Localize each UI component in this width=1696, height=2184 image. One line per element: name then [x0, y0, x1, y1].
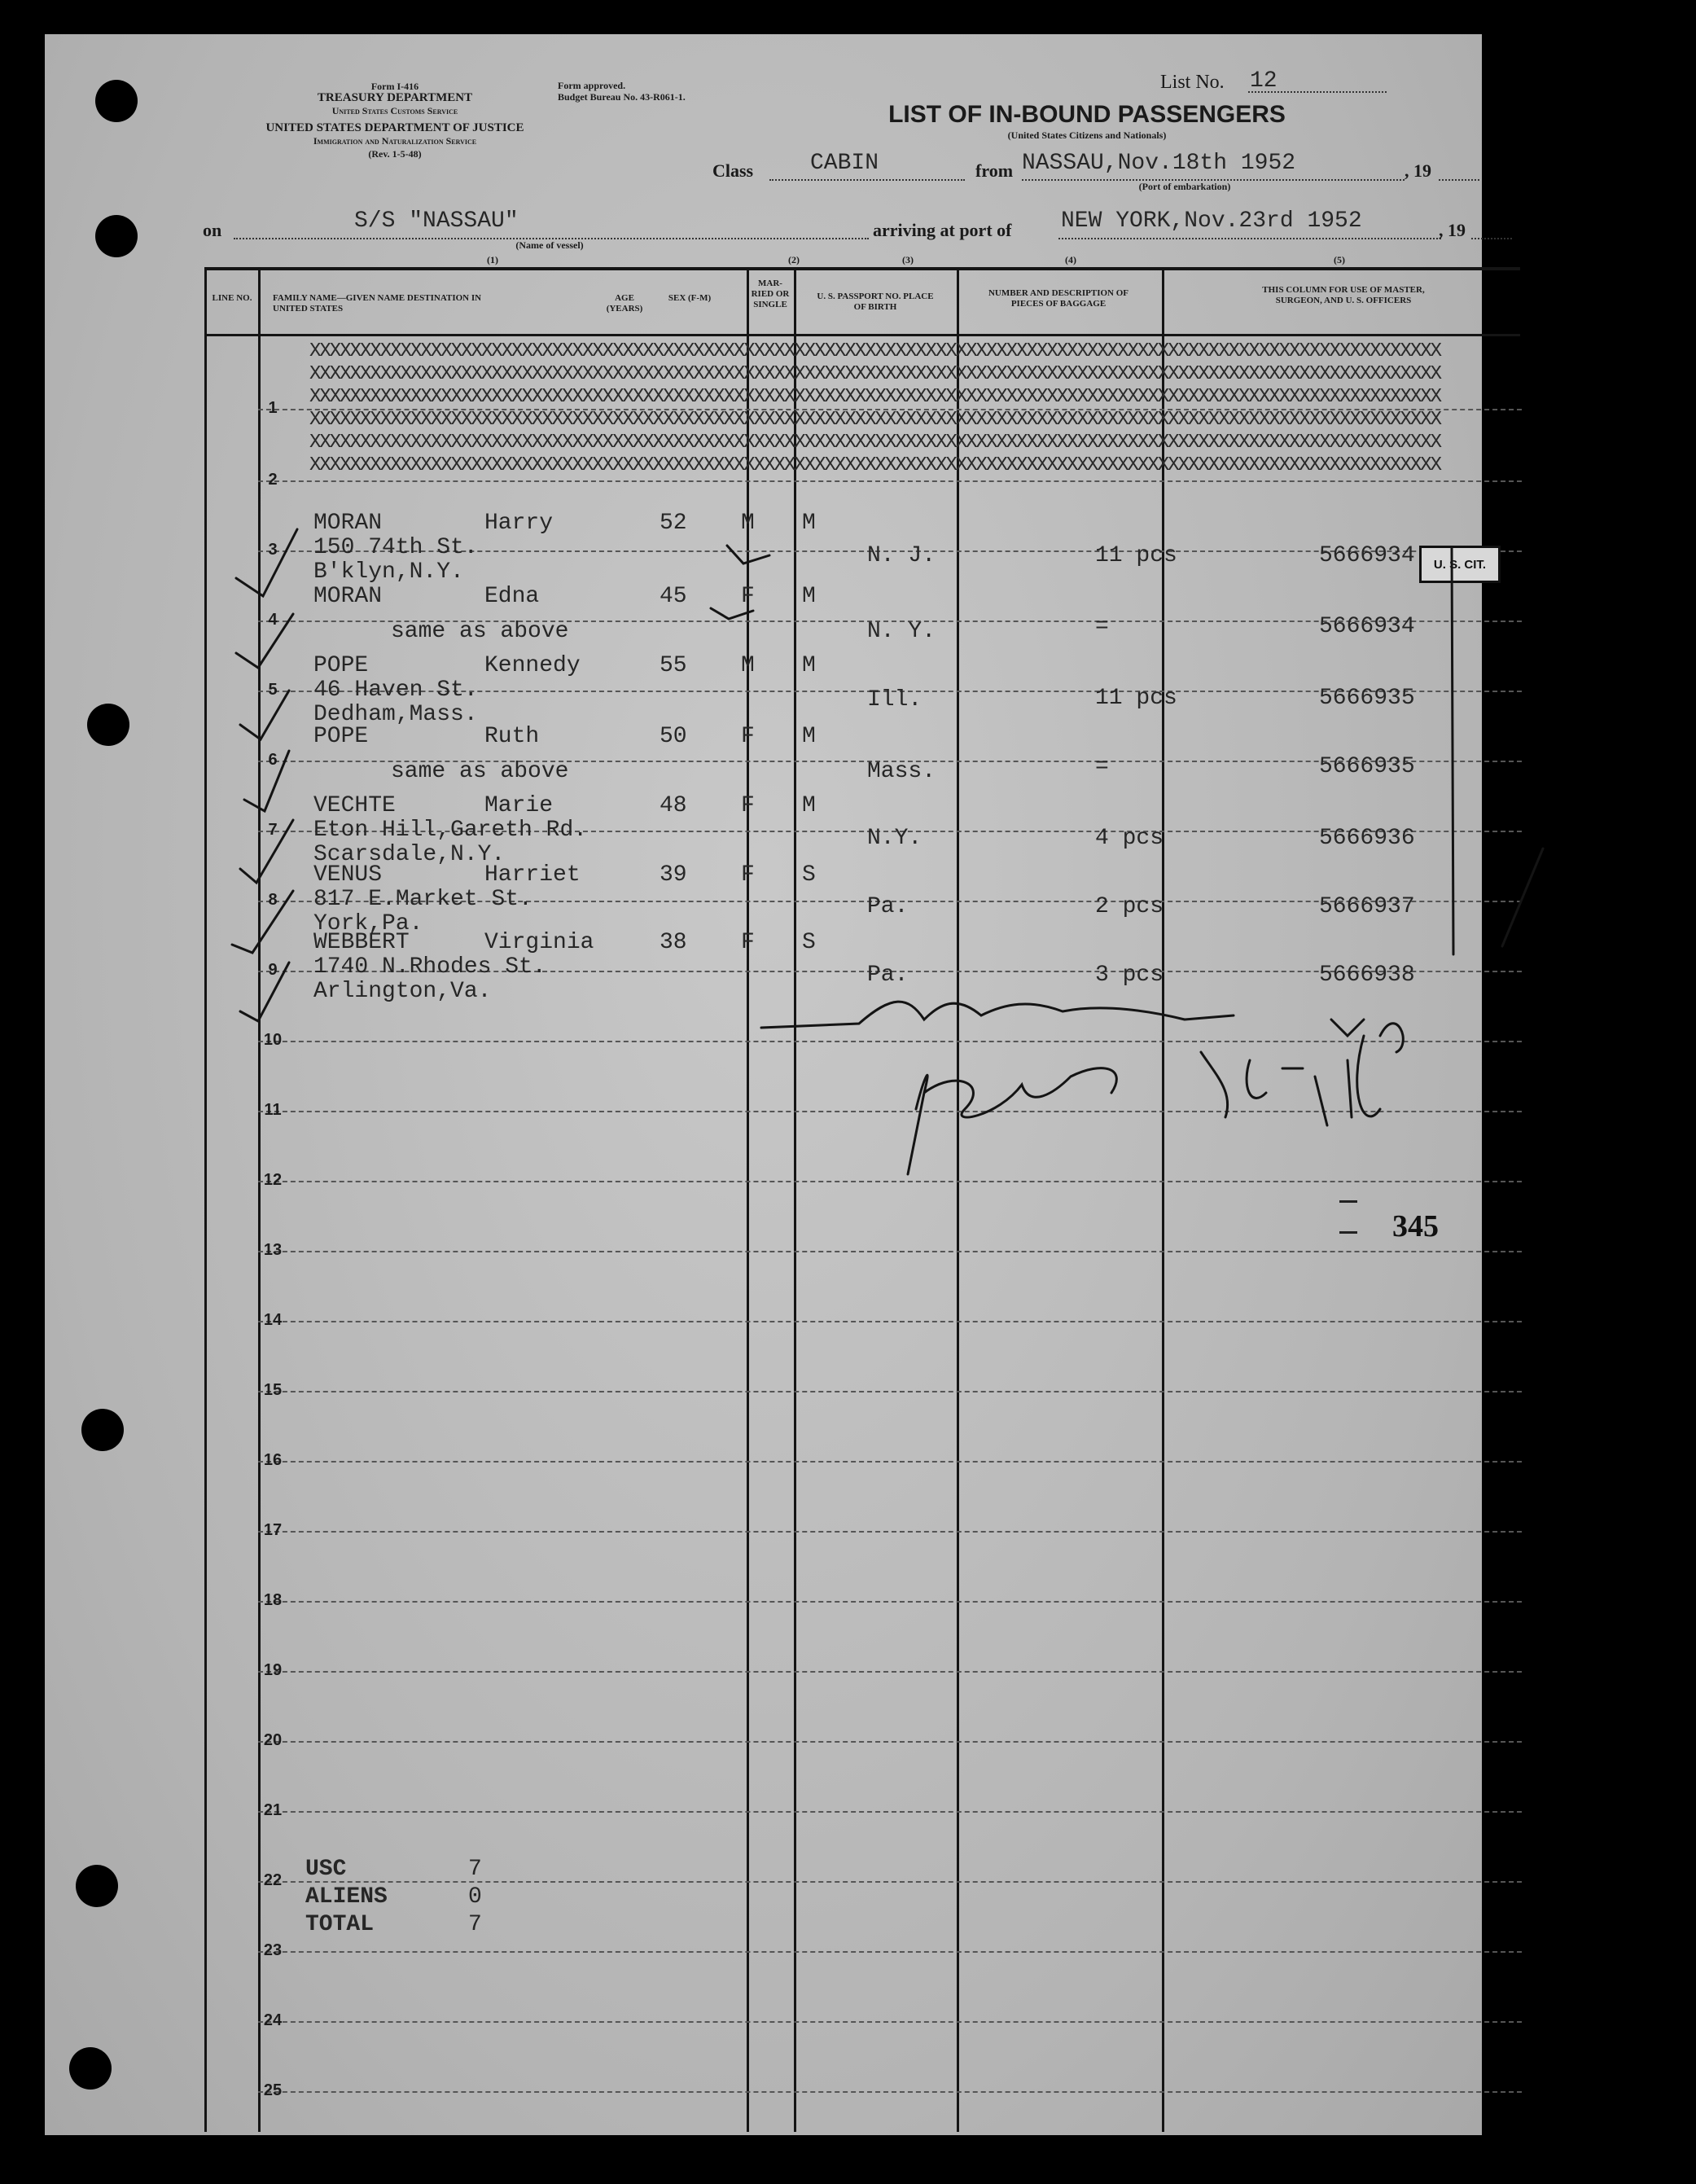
port-embark-caption: (Port of embarkation)	[1138, 181, 1231, 192]
arriving-label: arriving at port of	[873, 220, 1012, 240]
crossed-out-entry: XXXXXXXXXXXXXXXXXXXXXXXXXXXXXXXXXXXXXXXXXXXXXXXXXXXXXXXXXXXXXXXXXXXXXXXXXXXXXXXXXXXXXXXXXXXXXXXXXXXXXXXXXXXXXXXX	[309, 454, 1441, 476]
passenger-given-name: Kennedy	[484, 653, 581, 678]
year-suffix: , 19	[1405, 160, 1431, 181]
checkmark-icon	[232, 891, 293, 953]
on-label: on	[203, 220, 222, 240]
col-num-2: (2)	[788, 254, 800, 265]
passenger-marital: S	[802, 862, 816, 888]
passenger-age: 38	[660, 930, 687, 955]
col-header-passport: U. S. PASSPORT NO. PLACE OF BIRTH	[817, 292, 934, 312]
arriving-value: NEW YORK,Nov.23rd 1952	[1061, 208, 1362, 234]
passenger-marital: M	[802, 653, 816, 678]
passenger-address: 46 Haven St.	[313, 678, 478, 703]
passenger-marital: M	[802, 584, 816, 609]
line-number: 9	[268, 961, 278, 979]
passenger-address: 1740 N.Rhodes St.	[313, 954, 546, 980]
line-number: 2	[268, 471, 278, 489]
col-header-sex: SEX (F-M)	[668, 293, 712, 303]
vessel-name: S/S "NASSAU"	[354, 208, 519, 234]
line-number: 1	[268, 399, 278, 417]
crossed-out-entry: XXXXXXXXXXXXXXXXXXXXXXXXXXXXXXXXXXXXXXXXXXXXXXXXXXXXXXXXXXXXXXXXXXXXXXXXXXXXXXXXXXXXXXXXXXXXXXXXXXXXXXXXXXXXXXXX	[309, 363, 1441, 385]
passenger-sex: M	[741, 653, 755, 678]
line-number: 25	[263, 2081, 283, 2099]
passenger-address: Scarsdale,N.Y.	[313, 842, 506, 867]
checkmark-icon	[240, 963, 289, 1021]
col-num-1: (1)	[487, 254, 498, 265]
line-number: 16	[263, 1451, 283, 1469]
usc-count: 7	[468, 1857, 482, 1882]
immigration-service: Immigration and Naturalization Service	[313, 135, 477, 147]
line-number: 15	[263, 1381, 283, 1399]
passenger-family-name: POPE	[313, 653, 369, 678]
revision-date: (Rev. 1-5-48)	[368, 148, 422, 160]
passenger-address: Arlington,Va.	[313, 979, 492, 1004]
from-label: from	[975, 160, 1014, 181]
passenger-sex: F	[741, 793, 755, 818]
aliens-count: 0	[468, 1884, 482, 1910]
justice-dept: UNITED STATES DEPARTMENT OF JUSTICE	[265, 121, 524, 134]
passenger-baggage: 3 pcs	[1095, 963, 1164, 988]
passenger-marital: S	[802, 930, 816, 955]
manifest-page	[45, 34, 1487, 2135]
passenger-age: 39	[660, 862, 687, 888]
passenger-address: same as above	[391, 759, 569, 784]
passenger-birthplace: Ill.	[867, 687, 923, 713]
line-number: 13	[263, 1241, 283, 1259]
col-header-line-no: LINE NO.	[212, 293, 252, 303]
passenger-marital: M	[802, 511, 816, 536]
passenger-address: 817 E.Market St.	[313, 887, 532, 912]
year-suffix-2: , 19	[1439, 220, 1466, 240]
line-number: 23	[263, 1941, 283, 1959]
passenger-age: 50	[660, 724, 687, 749]
passenger-officer-no: 5666938	[1319, 963, 1415, 988]
line-number: 19	[263, 1661, 283, 1679]
total-label: TOTAL	[305, 1912, 375, 1937]
passenger-baggage: 11 pcs	[1095, 686, 1177, 711]
passenger-family-name: VECHTE	[313, 793, 396, 818]
line-number: 21	[263, 1801, 283, 1819]
passenger-marital: M	[802, 724, 816, 749]
vertical-pen-line-icon	[1452, 547, 1453, 954]
tick-mark-icon	[727, 546, 769, 564]
passenger-given-name: Edna	[484, 584, 540, 609]
col-num-3: (3)	[902, 254, 914, 265]
passenger-age: 52	[660, 511, 687, 536]
checkmark-icon	[236, 614, 293, 668]
line-number: 12	[263, 1171, 283, 1189]
crossed-out-entry: XXXXXXXXXXXXXXXXXXXXXXXXXXXXXXXXXXXXXXXXXXXXXXXXXXXXXXXXXXXXXXXXXXXXXXXXXXXXXXXXXXXXXXXXXXXXXXXXXXXXXXXXXXXXXXXX	[309, 340, 1441, 362]
passenger-age: 55	[660, 653, 687, 678]
col-header-officers: THIS COLUMN FOR USE OF MASTER, SURGEON, AND U. S. OFFICERS	[1262, 285, 1425, 305]
usc-label: USC	[305, 1857, 347, 1882]
checkmark-icon	[244, 751, 289, 811]
col-header-name: FAMILY NAME—GIVEN NAME DESTINATION IN UNITED STATES	[273, 293, 482, 314]
stamp-text: U. S. CIT.	[1433, 557, 1487, 572]
line-number: 17	[263, 1521, 283, 1539]
passenger-birthplace: N. Y.	[867, 619, 936, 644]
passenger-family-name: MORAN	[313, 584, 383, 609]
line-number: 18	[263, 1591, 283, 1609]
passenger-birthplace: Pa.	[867, 963, 909, 988]
crossed-out-entry: XXXXXXXXXXXXXXXXXXXXXXXXXXXXXXXXXXXXXXXXXXXXXXXXXXXXXXXXXXXXXXXXXXXXXXXXXXXXXXXXXXXXXXXXXXXXXXXXXXXXXXXXXXXXXXXX	[309, 409, 1441, 431]
passenger-family-name: MORAN	[313, 511, 383, 536]
col-header-married: MAR-RIED OR SINGLE	[751, 278, 790, 309]
passenger-sex: F	[741, 584, 755, 609]
passenger-birthplace: Mass.	[867, 759, 936, 784]
page-number: 345	[1392, 1209, 1439, 1243]
customs-service: United States Customs Service	[331, 105, 458, 116]
passenger-address: Dedham,Mass.	[313, 702, 478, 727]
passenger-sex: F	[741, 724, 755, 749]
passenger-address: Eton Hill,Gareth Rd.	[313, 818, 588, 843]
passenger-address: B'klyn,N.Y.	[313, 559, 464, 585]
line-number: 11	[264, 1101, 282, 1119]
line-number: 4	[268, 611, 278, 629]
passenger-baggage: 11 pcs	[1095, 543, 1177, 568]
signature-icon	[908, 1068, 1116, 1174]
vessel-caption: (Name of vessel)	[515, 239, 584, 251]
aliens-label: ALIENS	[305, 1884, 388, 1910]
crossed-out-entry: XXXXXXXXXXXXXXXXXXXXXXXXXXXXXXXXXXXXXXXXXXXXXXXXXXXXXXXXXXXXXXXXXXXXXXXXXXXXXXXXXXXXXXXXXXXXXXXXXXXXXXXXXXXXXXXX	[309, 386, 1441, 408]
passenger-sex: F	[741, 862, 755, 888]
passenger-sex: M	[741, 511, 755, 536]
checkmark-icon	[240, 691, 289, 739]
passenger-given-name: Virginia	[484, 930, 594, 955]
line-number: 8	[268, 891, 278, 909]
passenger-officer-no: 5666937	[1319, 894, 1415, 919]
crossed-out-entry: XXXXXXXXXXXXXXXXXXXXXXXXXXXXXXXXXXXXXXXXXXXXXXXXXXXXXXXXXXXXXXXXXXXXXXXXXXXXXXXXXXXXXXXXXXXXXXXXXXXXXXXXXXXXXXXX	[309, 432, 1441, 454]
passenger-officer-no: 5666935	[1319, 686, 1415, 711]
passenger-officer-no: 5666935	[1319, 754, 1415, 779]
class-value: CABIN	[810, 151, 879, 176]
passenger-officer-no: 5666934	[1319, 543, 1415, 568]
passenger-birthplace: Pa.	[867, 894, 909, 919]
passenger-given-name: Marie	[484, 793, 554, 818]
passenger-given-name: Harriet	[484, 862, 581, 888]
class-label: Class	[712, 160, 754, 181]
passenger-officer-no: 5666936	[1319, 826, 1415, 851]
list-no-value: 12	[1250, 68, 1277, 94]
date-scribble-icon	[1331, 1020, 1403, 1052]
line-number: 3	[268, 541, 278, 559]
col-header-age: AGE (YEARS)	[606, 293, 643, 314]
col-header-baggage: NUMBER AND DESCRIPTION OF PIECES OF BAGGAGE	[988, 288, 1129, 309]
form-number: Form I-416	[370, 81, 419, 92]
passenger-age: 45	[660, 584, 687, 609]
line-number: 22	[263, 1871, 283, 1889]
passenger-family-name: WEBBERT	[313, 930, 410, 955]
passenger-baggage: 2 pcs	[1095, 894, 1164, 919]
passenger-given-name: Ruth	[484, 724, 540, 749]
col-num-5: (5)	[1334, 254, 1345, 265]
line-number: 5	[268, 681, 278, 699]
passenger-baggage: =	[1095, 754, 1109, 779]
line-number: 24	[263, 2011, 283, 2029]
line-number: 7	[268, 821, 278, 839]
passenger-address: 150 74th St.	[313, 535, 478, 560]
col-num-4: (4)	[1065, 254, 1076, 265]
passenger-age: 48	[660, 793, 687, 818]
page-subtitle: (United States Citizens and Nationals)	[1007, 129, 1167, 141]
passenger-family-name: VENUS	[313, 862, 383, 888]
list-no-label: List No.	[1160, 72, 1225, 93]
passenger-address: York,Pa.	[313, 911, 423, 936]
passenger-officer-no: 5666934	[1319, 614, 1415, 639]
signature-scribble-icon	[761, 1002, 1234, 1028]
budget-bureau: Budget Bureau No. 43-R061-1.	[558, 91, 686, 103]
checkmark-icon	[240, 820, 293, 883]
treasury-dept: TREASURY DEPARTMENT	[317, 91, 473, 104]
passenger-address: same as above	[391, 619, 569, 644]
initials-icon	[1201, 1036, 1380, 1125]
passenger-birthplace: N. J.	[867, 543, 936, 568]
passenger-sex: F	[741, 930, 755, 955]
approval-line: Form approved.	[558, 80, 626, 91]
passenger-given-name: Harry	[484, 511, 554, 536]
tick-mark-icon	[711, 608, 753, 619]
line-number: 20	[263, 1731, 283, 1749]
handwriting-overlay	[45, 34, 1482, 2135]
page-title: LIST OF IN-BOUND PASSENGERS	[888, 101, 1286, 128]
passenger-baggage: 4 pcs	[1095, 826, 1164, 851]
from-value: NASSAU,Nov.18th 1952	[1022, 151, 1296, 176]
total-count: 7	[468, 1912, 482, 1937]
passenger-family-name: POPE	[313, 724, 369, 749]
line-number: 6	[268, 751, 278, 769]
passenger-baggage: =	[1095, 614, 1109, 639]
checkmark-icon	[236, 529, 297, 596]
passenger-marital: M	[802, 793, 816, 818]
line-number: 10	[263, 1031, 283, 1049]
line-number: 14	[263, 1311, 283, 1329]
passenger-birthplace: N.Y.	[867, 826, 923, 851]
